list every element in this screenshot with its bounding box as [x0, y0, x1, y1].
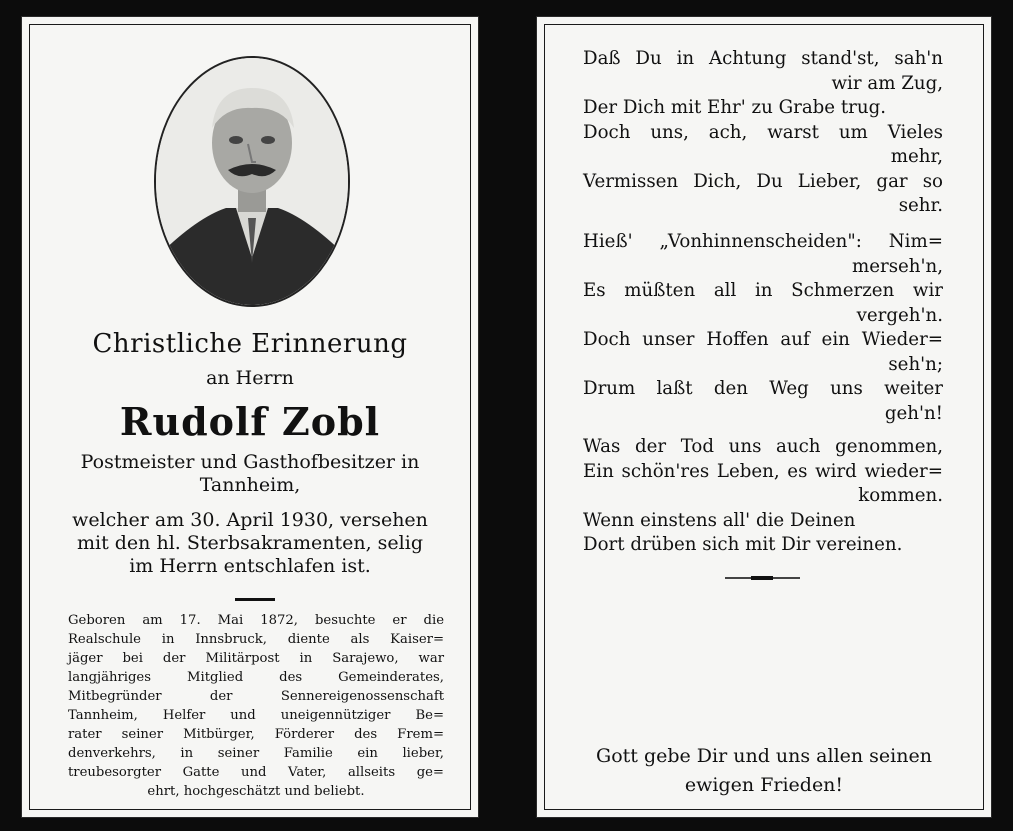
- bio-line: Tannheim, Helfer und uneigennütziger Be=: [68, 708, 444, 723]
- poem-line: kommen.: [858, 485, 943, 506]
- occupation-line: Tannheim,: [199, 474, 301, 496]
- death-line: mit den hl. Sterbsakramenten, selig: [77, 532, 423, 554]
- poem-stanza: [583, 47, 943, 219]
- card-heading: Christliche Erinnerung: [92, 329, 408, 359]
- poem-line: wir am Zug,: [831, 72, 943, 94]
- poem-stanza: [583, 230, 943, 426]
- bio-line: langjähriges Mitglied des Gemeinderates,: [68, 670, 444, 685]
- poem-line: Es müßten all in Schmerzen wir: [583, 280, 943, 301]
- occupation-text: [22, 451, 478, 497]
- poem-line: Vermissen Dich, Du Lieber, gar so: [583, 170, 943, 192]
- poem-line: mehr,: [890, 146, 943, 167]
- poem-line: Daß Du in Achtung stand'st, sah'n: [583, 48, 943, 69]
- deceased-name: Rudolf Zobl: [119, 399, 381, 444]
- poem-line: Hieß' „Vonhinnenscheiden": Nim=: [583, 231, 943, 252]
- poem-line: geh'n!: [884, 402, 943, 424]
- occupation-line: Postmeister und Gasthofbesitzer in: [80, 451, 420, 473]
- bio-line: Mitbegründer der Sennereigenossenschaft: [68, 689, 444, 704]
- death-notice: [22, 509, 478, 578]
- poem-line: Der Dich mit Ehr' zu Grabe trug.: [583, 97, 886, 118]
- bio-line: jäger bei der Militärpost in Sarajewo, war: [68, 651, 444, 666]
- bio-line: ehrt, hochgeschätzt und beliebt.: [147, 784, 365, 799]
- closing-line: Gott gebe Dir und uns allen seinen: [596, 745, 932, 767]
- poem-line: Wenn einstens all' die Deinen: [583, 509, 856, 531]
- bio-line: Realschule in Innsbruck, diente als Kaiser=: [68, 632, 444, 647]
- divider: [235, 598, 275, 601]
- poem-line: Doch unser Hoffen auf ein Wieder=: [583, 329, 943, 350]
- man-portrait-image: [156, 58, 348, 305]
- right-memorial-card: [537, 17, 991, 817]
- poem-line: sehr.: [898, 195, 943, 216]
- poem-line: Drum laßt den Weg uns weiter: [583, 378, 943, 399]
- biography: [68, 611, 444, 801]
- poem-stanza: [583, 435, 943, 558]
- death-line: im Herrn entschlafen ist.: [129, 555, 371, 577]
- divider: [725, 577, 800, 579]
- poem-line: merseh'n,: [851, 255, 943, 277]
- left-memorial-card: [22, 17, 478, 817]
- bio-line: rater seiner Mitbürger, Förderer des Frem=: [68, 727, 444, 742]
- poem-line: Was der Tod uns auch genommen,: [583, 436, 943, 457]
- closing-line: ewigen Frieden!: [684, 774, 844, 796]
- card-subheading: an Herrn: [206, 367, 294, 389]
- poem-line: Dort drüben sich mit Dir vereinen.: [583, 534, 903, 555]
- bio-line: Geboren am 17. Mai 1872, besuchte er die: [68, 613, 444, 628]
- portrait-photo: [154, 56, 350, 307]
- poem-line: Ein schön'res Leben, es wird wieder=: [583, 460, 943, 482]
- death-line: welcher am 30. April 1930, versehen: [72, 509, 428, 531]
- bio-line: treubesorgter Gatte und Vater, allseits ge=: [68, 765, 444, 780]
- bio-line: denverkehrs, in seiner Familie ein lieber,: [68, 746, 444, 761]
- poem-line: Doch uns, ach, warst um Vieles: [583, 121, 943, 143]
- poem-line: vergeh'n.: [856, 304, 943, 326]
- poem-line: seh'n;: [888, 353, 943, 375]
- closing-blessing: [537, 742, 991, 800]
